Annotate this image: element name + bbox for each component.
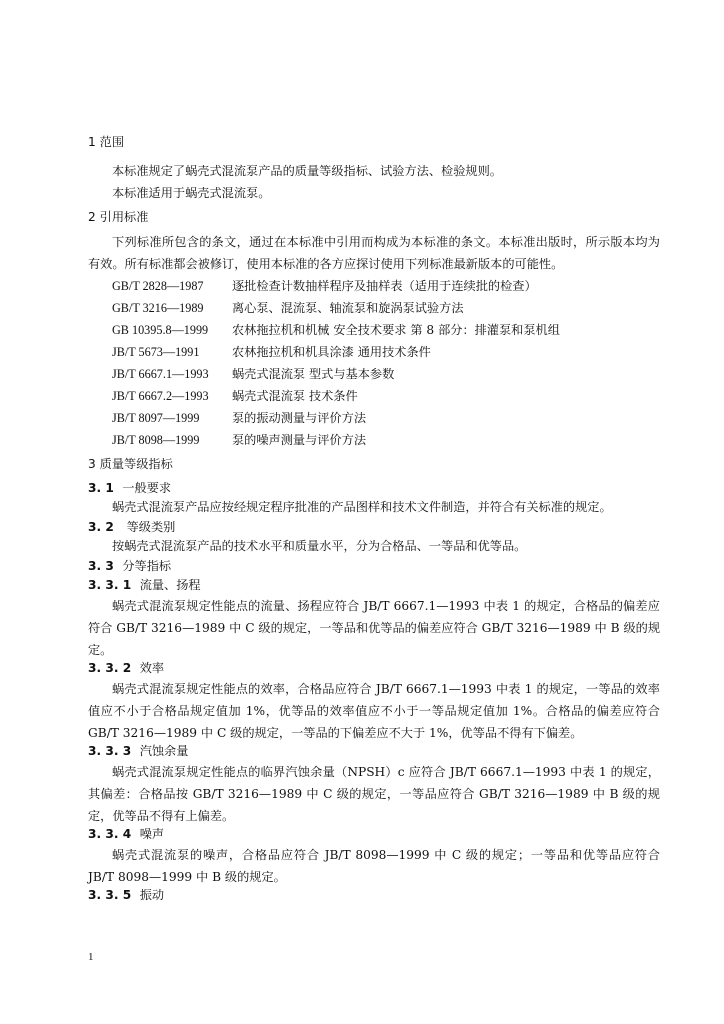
reference-code: JB/T 8097—1999	[112, 411, 200, 425]
reference-code: JB/T 6667.2—1993	[112, 389, 209, 403]
section-number: 3. 3. 5	[88, 888, 132, 902]
section-3-1-heading	[88, 481, 660, 496]
section-number: 3. 2	[88, 520, 114, 534]
reference-item	[88, 407, 660, 429]
section-1-heading: 1 范围	[88, 135, 125, 149]
section-title: 效率	[139, 661, 165, 675]
section-title: 振动	[139, 888, 165, 902]
section-title: 流量、扬程	[139, 578, 201, 592]
section-3-heading: 3 质量等级指标	[88, 457, 173, 471]
reference-item	[88, 275, 660, 297]
reference-title: 蜗壳式混流泵 型式与基本参数	[232, 367, 395, 381]
reference-code: GB 10395.8—1999	[112, 323, 209, 337]
reference-item	[88, 319, 660, 341]
reference-item	[88, 341, 660, 363]
section-3-3-1-heading	[88, 578, 660, 593]
reference-code: JB/T 8098—1999	[112, 433, 200, 447]
page-number: 1	[88, 951, 94, 963]
reference-code: JB/T 5673—1991	[112, 345, 200, 359]
section-number: 3. 3. 3	[88, 744, 132, 758]
reference-title: 农林拖拉机和机械 安全技术要求 第 8 部分：排灌泵和泵机组	[232, 323, 560, 337]
reference-code: GB/T 2828—1987	[112, 279, 204, 293]
section-3-3-4-heading	[88, 827, 660, 842]
section-number: 3. 3	[88, 559, 114, 573]
reference-title: 农林拖拉机和机具涂漆 通用技术条件	[232, 345, 431, 359]
reference-item	[88, 297, 660, 319]
section-title: 等级类别	[126, 520, 176, 534]
reference-item	[88, 363, 660, 385]
section-3-1-paragraph: 蜗壳式混流泵产品应按经规定程序批准的产品图样和技术文件制造，并符合有关标准的规定。	[112, 500, 612, 514]
section-number: 3. 1	[88, 481, 114, 495]
section-3-3-2-heading	[88, 661, 660, 676]
section-title: 汽蚀余量	[139, 744, 189, 758]
section-3-2-heading	[88, 520, 660, 535]
reference-title: 泵的噪声测量与评价方法	[232, 433, 367, 447]
section-3-2-paragraph: 按蜗壳式混流泵产品的技术水平和质量水平，分为合格品、一等品和优等品。	[112, 539, 527, 553]
section-number: 3. 3. 1	[88, 578, 132, 592]
section-title: 噪声	[139, 827, 165, 841]
reference-code: GB/T 3216—1989	[112, 301, 204, 315]
section-3-3-1-paragraph: 蜗壳式混流泵规定性能点的流量、扬程应符合 JB/T 6667.1—1993 中表 1 的规定，合格品的偏差应符合 GB/T 3216—1989 中 C 级的规定，一等品和优等品的偏差应符合 GB/T 3216—1989 中 B 级的规定。	[88, 599, 661, 657]
reference-title: 泵的振动测量与评价方法	[232, 411, 367, 425]
section-3-3-4-paragraph: 蜗壳式混流泵的噪声，合格品应符合 JB/T 8098—1999 中 C 级的规定；一等品和优等品应符合 JB/T 8098—1999 中 B 级的规定。	[88, 848, 660, 884]
section-3-3-3-paragraph: 蜗壳式混流泵规定性能点的临界汽蚀余量（NPSH）c 应符合 JB/T 6667.1—1993 中表 1 的规定，其偏差：合格品按 GB/T 3216—1989 中 C 级的规定，一等品应符合 GB/T 3216—1989 中 B 级的规定，优等品不得有上偏差。	[88, 765, 660, 823]
section-3-3-heading	[88, 559, 660, 574]
reference-title: 蜗壳式混流泵 技术条件	[232, 389, 358, 403]
section-number: 3. 3. 4	[88, 827, 132, 841]
section-2-heading: 2 引用标准	[88, 210, 149, 224]
reference-code: JB/T 6667.1—1993	[112, 367, 209, 381]
reference-item	[88, 429, 660, 451]
reference-title: 离心泵、混流泵、轴流泵和旋涡泵试验方法	[232, 301, 464, 315]
section-3-3-2-paragraph: 蜗壳式混流泵规定性能点的效率，合格品应符合 JB/T 6667.1—1993 中表 1 的规定，一等品的效率值应不小于合格品规定值加 1%，优等品的效率值应不小于一等品规定值加 1%。合格品的偏差应符合 GB/T 3216—1989 中 C 级的规定，一等品的下偏差应不大于 1%，优等品不得有下偏差。	[88, 682, 660, 740]
section-3-3-5-heading	[88, 888, 660, 903]
reference-item	[88, 385, 660, 407]
section-number: 3. 3. 2	[88, 661, 132, 675]
page-content	[88, 135, 660, 909]
section-1-paragraph-1: 本标准规定了蜗壳式混流泵产品的质量等级指标、试验方法、检验规则。	[112, 164, 502, 178]
section-title: 一般要求	[122, 481, 172, 495]
section-3-3-3-heading	[88, 744, 660, 759]
section-2-paragraph: 下列标准所包含的条文，通过在本标准中引用而构成为本标准的条文。本标准出版时，所示版本均为有效。所有标准都会被修订，使用本标准的各方应探讨使用下列标准最新版本的可能性。	[88, 235, 660, 271]
section-title: 分等指标	[122, 559, 172, 573]
reference-title: 逐批检查计数抽样程序及抽样表（适用于连续批的检查）	[232, 279, 537, 293]
section-1-paragraph-2: 本标准适用于蜗壳式混流泵。	[112, 186, 271, 200]
reference-list	[88, 275, 660, 451]
